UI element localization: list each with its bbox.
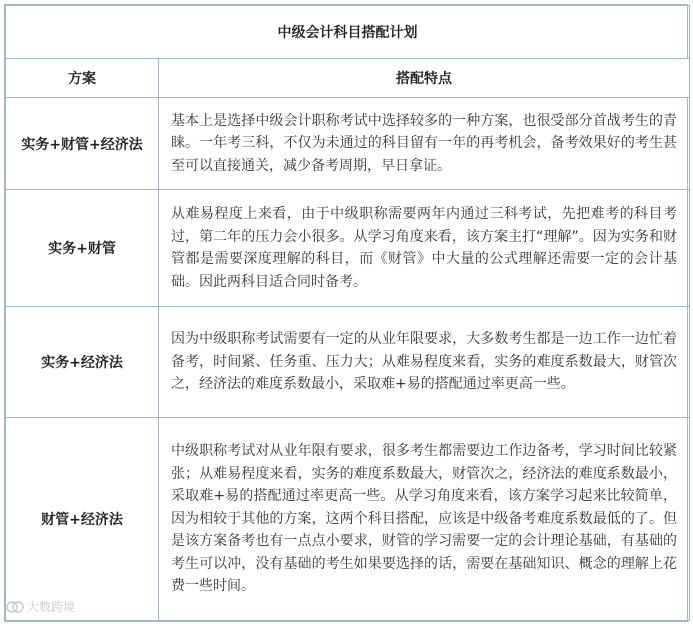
plan-name: 实务+财管 xyxy=(6,190,159,307)
plan-description: 因为中级职称考试需要有一定的从业年限要求，大多数考生都是一边工作一边忙着备考，时间紧、任务重、压力大；从难易程度来看，实务的难度系数最大，财管次之，经济法的难度系数最小，采取难+易的搭配通过率更高一些。 xyxy=(159,307,690,418)
header-features: 搭配特点 xyxy=(159,59,690,98)
table-row xyxy=(6,418,690,621)
table-row xyxy=(6,98,690,190)
plan-description: 基本上是选择中级会计职称考试中选择较多的一种方案，也很受部分首战考生的青睐。一年考三科，不仅为未通过的科目留有一年的再考机会，备考效果好的考生甚至可以直接通关，减少备考周期，早日拿证。 xyxy=(159,98,690,190)
plan-table-container xyxy=(4,4,688,622)
table-row xyxy=(6,307,690,418)
plan-name: 实务+经济法 xyxy=(6,307,159,418)
table-title: 中级会计科目搭配计划 xyxy=(6,6,690,59)
plan-table xyxy=(5,5,690,621)
table-row xyxy=(6,190,690,307)
title-row xyxy=(6,6,690,59)
watermark xyxy=(6,598,75,615)
header-row xyxy=(6,59,690,98)
header-plan: 方案 xyxy=(6,59,159,98)
watermark-text: 大数跨境 xyxy=(27,600,76,614)
plan-description: 从难易程度上来看，由于中级职称需要两年内通过三科考试，先把难考的科目考过，第二年的压力会小很多。从学习角度来看，该方案主打“理解”。因为实务和财管都是需要深度理解的科目，而《财管》中大量的公式理解还需要一定的会计基础。因此两科目适合同时备考。 xyxy=(159,190,690,307)
plan-name: 财管+经济法 xyxy=(6,418,159,621)
plan-name: 实务+财管+经济法 xyxy=(6,98,159,190)
plan-description: 中级职称考试对从业年限有要求，很多考生都需要边工作边备考，学习时间比较紧张；从难易程度来看，实务的难度系数最大，财管次之，经济法的难度系数最小，采取难+易的搭配通过率更高一些。从学习角度来看，该方案学习起来比较简单，因为相较于其他的方案，这两个科目搭配，应该是中级备考难度系数最低的了。但是该方案备考也有一点点小要求，财管的学习需要一定的会计理论基础，有基础的考生可以冲，没有基础的考生如果要选择的话，需要在基础知识、概念的理解上花费一些时间。 xyxy=(159,418,690,621)
logo-icon xyxy=(6,600,24,614)
